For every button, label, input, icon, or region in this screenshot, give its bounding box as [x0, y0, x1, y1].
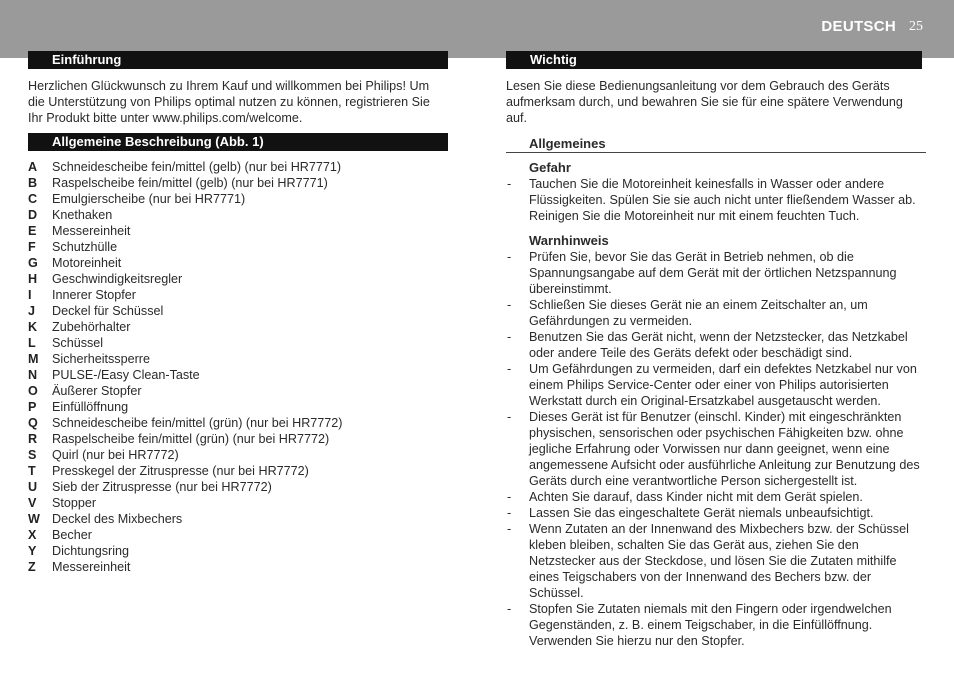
- bullet-item: [506, 297, 926, 329]
- bullet-text: Prüfen Sie, bevor Sie das Gerät in Betrieb nehmen, ob die Spannungsangabe auf dem Gerät mit der örtlichen Netzspannung übereinstimmt.: [529, 250, 897, 296]
- part-letter: Y: [28, 544, 37, 558]
- parts-list-item: [28, 207, 448, 223]
- parts-list-item: [28, 255, 448, 271]
- part-letter: R: [28, 432, 38, 446]
- part-letter: Z: [28, 560, 36, 574]
- parts-list-item: [28, 559, 448, 575]
- part-text: Schneidescheibe fein/mittel (grün) (nur bei HR7772): [52, 416, 343, 430]
- part-letter: V: [28, 496, 37, 510]
- parts-list-item: [28, 159, 448, 175]
- bullet-text: Achten Sie darauf, dass Kinder nicht mit dem Gerät spielen.: [529, 490, 863, 504]
- part-letter: B: [28, 176, 38, 190]
- bullet-dash: -: [507, 250, 512, 264]
- parts-list: [28, 159, 448, 575]
- parts-list-item: [28, 479, 448, 495]
- bullet-text: Stopfen Sie Zutaten niemals mit den Fingern oder irgendwelchen Gegenständen, z. B. einem Teigschaber, in die Einfüllöffnung. Verwenden Sie hierzu nur den Stopfer.: [529, 602, 892, 648]
- part-letter: G: [28, 256, 38, 270]
- part-text: PULSE-/Easy Clean-Taste: [52, 368, 200, 382]
- bullet-dash: -: [507, 177, 512, 191]
- part-text: Raspelscheibe fein/mittel (gelb) (nur bei HR7771): [52, 176, 328, 190]
- bullet-dash: -: [507, 522, 512, 536]
- part-text: Innerer Stopfer: [52, 288, 137, 302]
- part-letter: O: [28, 384, 38, 398]
- parts-list-item: [28, 271, 448, 287]
- part-letter: E: [28, 224, 37, 238]
- part-letter: N: [28, 368, 38, 382]
- part-text: Schutzhülle: [52, 240, 118, 254]
- part-text: Motoreinheit: [52, 256, 122, 270]
- bullet-item: [506, 601, 926, 649]
- right-column: [506, 51, 926, 649]
- part-text: Quirl (nur bei HR7772): [52, 448, 179, 462]
- part-letter: I: [28, 288, 32, 302]
- bullet-dash: -: [507, 602, 512, 616]
- part-text: Schneidescheibe fein/mittel (gelb) (nur bei HR7771): [52, 160, 342, 174]
- warning-list: [506, 249, 926, 649]
- part-text: Zubehörhalter: [52, 320, 131, 334]
- parts-list-item: [28, 303, 448, 319]
- bullet-text: Schließen Sie dieses Gerät nie an einem Zeitschalter an, um Gefährdungen zu vermeiden.: [529, 298, 868, 328]
- parts-list-item: [28, 175, 448, 191]
- part-letter: U: [28, 480, 38, 494]
- bullet-text: Dieses Gerät ist für Benutzer (einschl. Kinder) mit eingeschränkten physischen, sensorischen oder psychischen Fähigkeiten bzw. ohne jegliche Erfahrung oder Vorwissen nur dann geeignet, wenn eine angemessene Aufsicht oder ausführliche Anleitung zur Benutzung des Geräts durch eine verantwortliche Person sichergestellt ist.: [529, 410, 920, 488]
- part-text: Äußerer Stopfer: [52, 384, 142, 398]
- part-text: Einfüllöffnung: [52, 400, 129, 414]
- section-heading-intro: Einführung: [28, 51, 448, 69]
- part-letter: F: [28, 240, 36, 254]
- part-text: Messereinheit: [52, 224, 131, 238]
- part-text: Dichtungsring: [52, 544, 130, 558]
- parts-list-item: [28, 511, 448, 527]
- parts-list-item: [28, 527, 448, 543]
- parts-list-item: [28, 287, 448, 303]
- parts-list-item: [28, 543, 448, 559]
- part-letter: D: [28, 208, 38, 222]
- parts-list-item: [28, 447, 448, 463]
- parts-list-item: [28, 223, 448, 239]
- part-text: Schüssel: [52, 336, 104, 350]
- bullet-dash: -: [507, 298, 512, 312]
- part-text: Messereinheit: [52, 560, 131, 574]
- part-text: Deckel des Mixbechers: [52, 512, 183, 526]
- part-text: Raspelscheibe fein/mittel (grün) (nur bei HR7772): [52, 432, 330, 446]
- part-letter: S: [28, 448, 37, 462]
- bullet-dash: -: [507, 330, 512, 344]
- part-text: Deckel für Schüssel: [52, 304, 164, 318]
- subheading-warning: Warnhinweis: [529, 233, 609, 248]
- part-letter: J: [28, 304, 36, 318]
- parts-list-item: [28, 239, 448, 255]
- subheading-general: Allgemeines: [506, 135, 926, 153]
- section-heading-important: Wichtig: [506, 51, 922, 69]
- parts-list-item: [28, 415, 448, 431]
- part-text: Geschwindigkeitsregler: [52, 272, 183, 286]
- bullet-text: Um Gefährdungen zu vermeiden, darf ein defektes Netzkabel nur von einem Philips Service-Center oder einer von Philips autorisierten Werkstatt durch ein Original-Ersatzkabel ausgetauscht werden.: [529, 362, 917, 408]
- parts-list-item: [28, 383, 448, 399]
- part-letter: Q: [28, 416, 38, 430]
- bullet-dash: -: [507, 362, 512, 376]
- part-text: Becher: [52, 528, 92, 542]
- parts-list-item: [28, 399, 448, 415]
- part-text: Stopper: [52, 496, 97, 510]
- language-label: DEUTSCH: [821, 18, 896, 35]
- part-letter: X: [28, 528, 37, 542]
- bullet-item: [506, 361, 926, 409]
- bullet-dash: -: [507, 490, 512, 504]
- parts-list-item: [28, 335, 448, 351]
- part-letter: T: [28, 464, 36, 478]
- bullet-dash: -: [507, 410, 512, 424]
- bullet-item: [506, 521, 926, 601]
- section-heading-description: Allgemeine Beschreibung (Abb. 1): [28, 133, 448, 151]
- bullet-item: [506, 329, 926, 361]
- parts-list-item: [28, 367, 448, 383]
- bullet-text: Lassen Sie das eingeschaltete Gerät niemals unbeaufsichtigt.: [529, 506, 874, 520]
- part-text: Emulgierscheibe (nur bei HR7771): [52, 192, 246, 206]
- part-letter: C: [28, 192, 38, 206]
- parts-list-item: [28, 495, 448, 511]
- header-band: [0, 0, 954, 58]
- part-letter: L: [28, 336, 36, 350]
- part-text: Knethaken: [52, 208, 113, 222]
- bullet-item: [506, 176, 926, 224]
- parts-list-item: [28, 431, 448, 447]
- page-number: 25: [909, 19, 923, 34]
- part-letter: M: [28, 352, 39, 366]
- part-letter: P: [28, 400, 37, 414]
- danger-list: [506, 176, 926, 224]
- parts-list-item: [28, 319, 448, 335]
- bullet-text: Benutzen Sie das Gerät nicht, wenn der Netzstecker, das Netzkabel oder andere Teile des Geräts defekt oder beschädigt sind.: [529, 330, 908, 360]
- bullet-item: [506, 505, 926, 521]
- subheading-danger: Gefahr: [529, 160, 571, 175]
- bullet-item: [506, 409, 926, 489]
- bullet-text: Wenn Zutaten an der Innenwand des Mixbechers bzw. der Schüssel kleben bleiben, schalten Sie das Gerät aus, ziehen Sie den Netzstecker aus der Steckdose, und lösen Sie die Zutaten mithilfe eines Teigschabers von der Innenwand des Bechers bzw. der Schüssel.: [529, 522, 909, 600]
- bullet-item: [506, 489, 926, 505]
- important-paragraph: Lesen Sie diese Bedienungsanleitung vor dem Gebrauch des Geräts aufmerksam durch, und bewahren Sie sie für eine spätere Verwendung auf.: [506, 79, 903, 125]
- bullet-dash: -: [507, 506, 512, 520]
- part-text: Presskegel der Zitruspresse (nur bei HR7772): [52, 464, 309, 478]
- bullet-item: [506, 249, 926, 297]
- part-letter: H: [28, 272, 38, 286]
- part-letter: A: [28, 160, 38, 174]
- part-letter: W: [28, 512, 40, 526]
- part-text: Sicherheitssperre: [52, 352, 150, 366]
- left-column: [28, 51, 448, 575]
- intro-paragraph: Herzlichen Glückwunsch zu Ihrem Kauf und willkommen bei Philips! Um die Unterstützung von Philips optimal nutzen zu können, registrieren Sie Ihr Produkt bitte unter www.philips.com/welcome.: [28, 79, 430, 125]
- parts-list-item: [28, 463, 448, 479]
- bullet-text: Tauchen Sie die Motoreinheit keinesfalls in Wasser oder andere Flüssigkeiten. Spülen Sie sie auch nicht unter fließendem Wasser ab. Reinigen Sie die Motoreinheit nur mit einem feuchten Tuch.: [529, 177, 916, 223]
- part-letter: K: [28, 320, 38, 334]
- part-text: Sieb der Zitruspresse (nur bei HR7772): [52, 480, 272, 494]
- parts-list-item: [28, 351, 448, 367]
- parts-list-item: [28, 191, 448, 207]
